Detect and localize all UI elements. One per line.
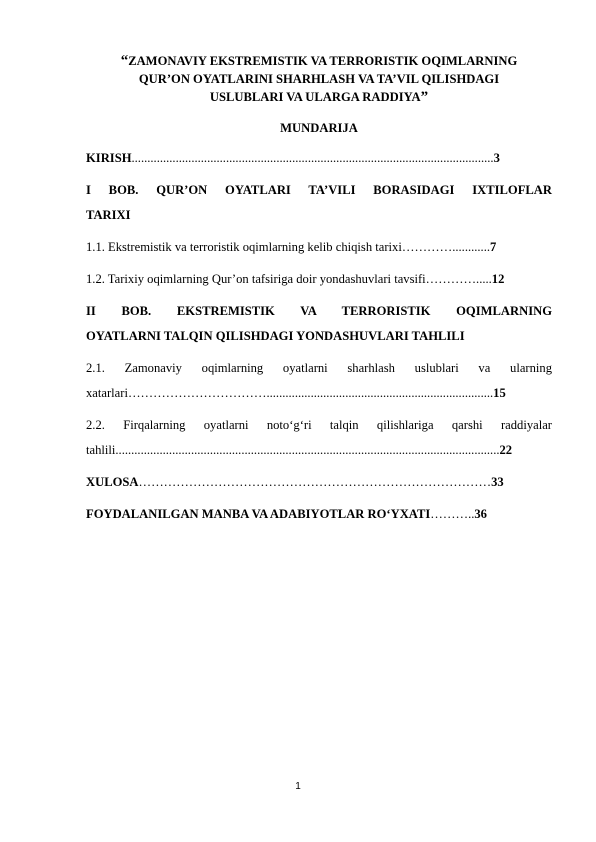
toc-page-number: 15 bbox=[493, 386, 506, 400]
toc-entry-bibliography[interactable] bbox=[86, 502, 552, 527]
page-number-footer: 1 bbox=[295, 781, 301, 792]
toc-entry-kirish[interactable] bbox=[86, 146, 552, 171]
toc-entry-1-1[interactable] bbox=[86, 235, 552, 260]
toc-label-line-1: 2.2. Firqalarning oyatlarni noto‘g‘ri talqin qilishlariga qarshi raddiyalar bbox=[86, 418, 552, 432]
toc-page-number: 33 bbox=[491, 475, 504, 489]
toc-label: tahlili bbox=[86, 443, 116, 457]
chapter-1-title-line-2: TARIXI bbox=[86, 208, 131, 222]
toc-chapter-2[interactable] bbox=[86, 299, 552, 324]
toc-entry-1-2[interactable] bbox=[86, 267, 552, 292]
title-open-quote: “ bbox=[120, 53, 129, 69]
toc-entry-2-1[interactable] bbox=[86, 356, 552, 406]
toc-leader: ……….. bbox=[430, 507, 475, 521]
chapter-2-title-line-1: II BOB. EKSTREMISTIK VA TERRORISTIK OQIMLARNING bbox=[86, 304, 552, 318]
toc-label-line-2 bbox=[86, 381, 552, 406]
toc-page-number: 22 bbox=[499, 443, 513, 457]
chapter-1-title-line-1: I BOB. QUR’ON OYATLARI TA’VILI BORASIDAGI IXTILOFLAR bbox=[86, 183, 552, 197]
toc-label-line-1: 2.1. Zamonaviy oqimlarning oyatlarni sharhlash uslublari va ularning bbox=[86, 361, 552, 375]
contents-heading: MUNDARIJA bbox=[280, 121, 358, 135]
toc-leader: ………………………………………………………………………… bbox=[138, 475, 492, 489]
toc-leader: …………............ bbox=[401, 240, 490, 254]
toc-leader: …………..... bbox=[425, 272, 492, 286]
toc-label: XULOSA bbox=[86, 475, 139, 489]
toc-chapter-1[interactable] bbox=[86, 178, 552, 203]
toc-page-number: 7 bbox=[490, 240, 497, 254]
toc-page-number: 3 bbox=[493, 151, 500, 165]
toc-entry-2-2[interactable] bbox=[86, 413, 552, 463]
toc-leader: ................................................................................................................... bbox=[131, 151, 494, 165]
document-title bbox=[86, 52, 552, 106]
title-line-1: ZAMONAVIY EKSTREMISTIK VA TERRORISTIK OQIMLARNING bbox=[128, 54, 518, 68]
table-of-contents bbox=[86, 146, 552, 527]
chapter-2-title-line-2: OYATLARNI TALQIN QILISHDAGI YONDASHUVLARI TAHLILI bbox=[86, 329, 465, 343]
toc-leader: .......................................................................................................................... bbox=[115, 443, 500, 457]
toc-page-number: 12 bbox=[491, 272, 505, 286]
title-line-2: QUR’ON OYATLARINI SHARHLASH VA TA’VIL QILISHDAGI bbox=[138, 72, 500, 86]
toc-label: xatarlari bbox=[86, 386, 128, 400]
toc-page-number: 36 bbox=[474, 507, 487, 521]
toc-label-line-2 bbox=[86, 438, 552, 463]
toc-leader: ……………………………........................................................................ bbox=[127, 386, 494, 400]
toc-chapter-1-line-2[interactable] bbox=[86, 203, 552, 228]
toc-label: 1.2. Tarixiy oqimlarning Qur’on tafsiriga doir yondashuvlari tavsifi bbox=[86, 272, 426, 286]
toc-label: FOYDALANILGAN MANBA VA ADABIYOTLAR RO‘YXATI bbox=[86, 507, 431, 521]
toc-label: 1.1. Ekstremistik va terroristik oqimlarning kelib chiqish tarixi bbox=[86, 240, 402, 254]
toc-label: KIRISH bbox=[86, 151, 132, 165]
title-line-3: USLUBLARI VA ULARGA RADDIYA bbox=[209, 90, 421, 104]
document-page bbox=[86, 52, 552, 534]
toc-chapter-2-line-2[interactable] bbox=[86, 324, 552, 349]
title-close-quote: ” bbox=[420, 89, 429, 105]
toc-entry-xulosa[interactable] bbox=[86, 470, 552, 495]
